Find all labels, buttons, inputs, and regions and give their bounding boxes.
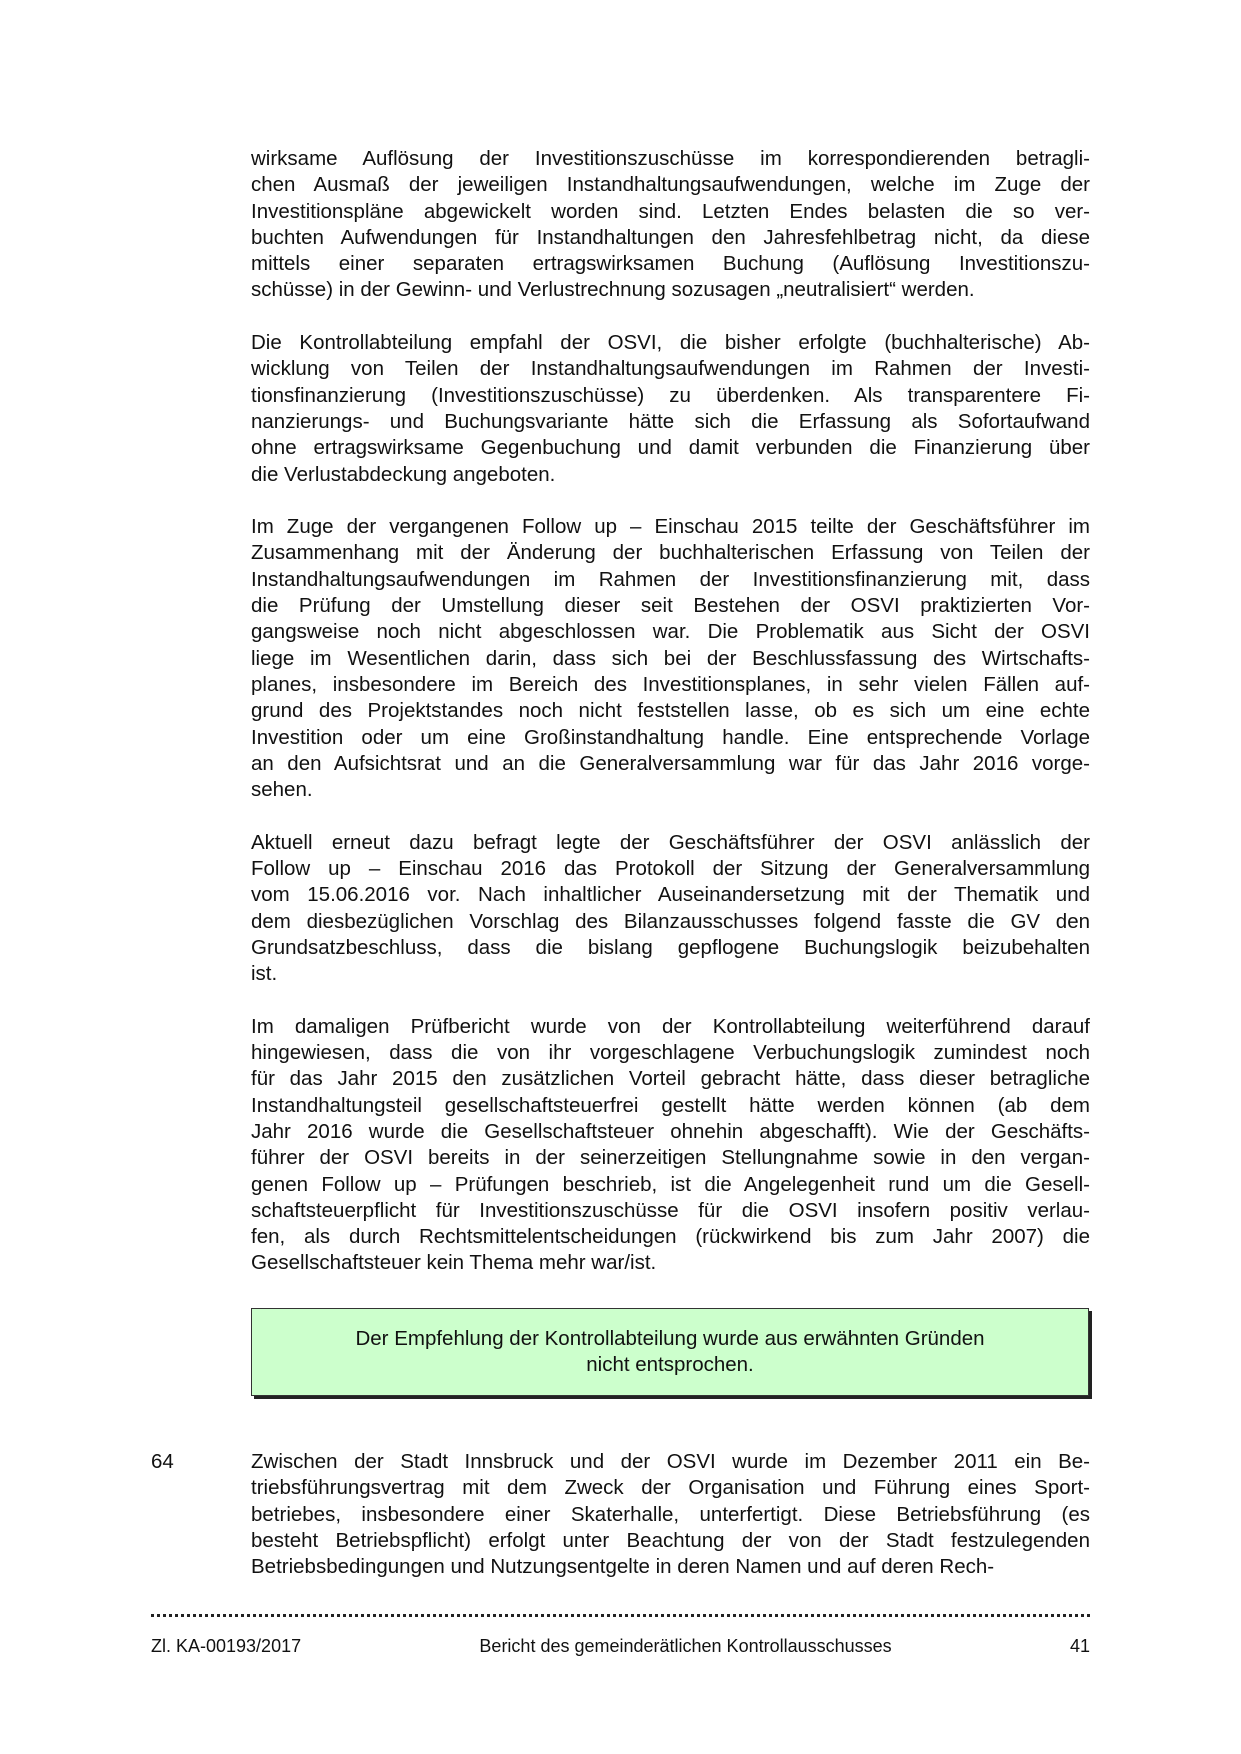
text-line: hingewiesen, dass die von ihr vorgeschlagene Verbuchungslogik zumindest noch: [251, 1041, 1090, 1065]
paragraph-number: 64: [151, 1450, 174, 1473]
report-title: Bericht des gemeinderätlichen Kontrollausschusses: [479, 1636, 892, 1656]
text-line: betriebes, insbesondere einer Skaterhalle, unterfertigt. Diese Betriebsführung (es: [251, 1502, 1090, 1526]
text-line: Grundsatzbeschluss, dass die bislang gepflogene Buchungslogik beizubehalten: [251, 935, 1090, 959]
text-line: Betriebsbedingungen und Nutzungsentgelte in deren Namen und auf deren Rech-: [251, 1555, 995, 1579]
text-line: mittels einer separaten ertragswirksamen Buchung (Auflösung Investitionszu-: [251, 252, 1090, 276]
text-line: nanzierungs- und Buchungsvariante hätte sich die Erfassung als Sofortaufwand: [251, 409, 1090, 433]
page-footer: [151, 1636, 1090, 1657]
paragraph: [251, 1014, 1090, 1277]
text-line: Zwischen der Stadt Innsbruck und der OSVI wurde im Dezember 2011 ein Be-: [251, 1450, 1090, 1473]
text-line: wirksame Auflösung der Investitionszuschüsse im korrespondierenden betragli-: [251, 147, 1090, 170]
text-line: die Prüfung der Umstellung dieser seit Bestehen der OSVI praktizierten Vor-: [251, 594, 1090, 618]
text-line: besteht Betriebspflicht) erfolgt unter Beachtung der von der Stadt festzulegenden: [251, 1528, 1090, 1552]
text-line: Investition oder um eine Großinstandhaltung handle. Eine entsprechende Vorlage: [251, 725, 1090, 749]
text-line: tionsfinanzierung (Investitionszuschüsse) zu überdenken. Als transparentere Fi-: [251, 383, 1090, 407]
text-line: Gesellschaftsteuer kein Thema mehr war/ist.: [251, 1251, 657, 1275]
text-line: Instandhaltungsteil gesellschaftsteuerfrei gestellt hätte werden können (ab dem: [251, 1093, 1090, 1117]
text-line: an den Aufsichtsrat und an die Generalversammlung war für das Jahr 2016 vorge-: [251, 751, 1090, 775]
text-line: Zusammenhang mit der Änderung der buchhalterischen Erfassung von Teilen der: [251, 541, 1090, 565]
footer-divider: [151, 1614, 1090, 1617]
text-line: genen Follow up – Prüfungen beschrieb, ist die Angelegenheit rund um die Gesell-: [251, 1172, 1090, 1196]
page-number: 41: [1069, 1636, 1090, 1656]
paragraph: [251, 330, 1090, 488]
paragraph: [251, 514, 1090, 803]
text-line: Die Kontrollabteilung empfahl der OSVI, die bisher erfolgte (buchhalterische) Ab-: [251, 331, 1090, 355]
text-line: buchten Aufwendungen für Instandhaltungen den Jahresfehlbetrag nicht, da diese: [251, 225, 1090, 249]
text-line: Aktuell erneut dazu befragt legte der Geschäftsführer der OSVI anlässlich der: [251, 830, 1090, 854]
text-line: wicklung von Teilen der Instandhaltungsaufwendungen im Rahmen der Investi-: [251, 357, 1090, 381]
text-line: Instandhaltungsaufwendungen im Rahmen der Investitionsfinanzierung mit, dass: [251, 567, 1090, 591]
text-line: die Verlustabdeckung angeboten.: [251, 462, 556, 486]
document-reference: Zl. KA-00193/2017: [151, 1636, 302, 1656]
text-line: Im damaligen Prüfbericht wurde von der Kontrollabteilung weiterführend darauf: [251, 1014, 1090, 1038]
text-line: grund des Projektstandes noch nicht feststellen lasse, ob es sich um eine echte: [251, 699, 1090, 723]
callout-line: Der Empfehlung der Kontrollabteilung wurde aus erwähnten Gründen: [355, 1326, 985, 1350]
text-line: schaftsteuerpflicht für Investitionszuschüsse für die OSVI insofern positiv verlau-: [251, 1198, 1090, 1222]
text-line: ohne ertragswirksame Gegenbuchung und damit verbunden die Finanzierung über: [251, 436, 1090, 460]
paragraph: [251, 146, 1090, 304]
text-line: ist.: [251, 962, 278, 986]
callout-line: nicht entsprochen.: [586, 1353, 754, 1376]
text-line: dem diesbezüglichen Vorschlag des Bilanzausschusses folgend fasste die GV den: [251, 909, 1090, 933]
text-line: schüsse) in der Gewinn- und Verlustrechnung sozusagen „neutralisiert“ werden.: [251, 278, 975, 302]
text-line: liege im Wesentlichen darin, dass sich bei der Beschlussfassung des Wirtschafts-: [251, 646, 1090, 670]
text-line: fen, als durch Rechtsmittelentscheidungen (rückwirkend bis zum Jahr 2007) die: [251, 1225, 1090, 1249]
text-line: für das Jahr 2015 den zusätzlichen Vorteil gebracht hätte, dass dieser betragliche: [251, 1067, 1090, 1091]
text-line: sehen.: [251, 778, 313, 802]
text-line: planes, insbesondere im Bereich des Investitionsplanes, in sehr vielen Fällen auf-: [251, 672, 1090, 696]
text-line: gangsweise noch nicht abgeschlossen war. Die Problematik aus Sicht der OSVI: [251, 620, 1090, 644]
text-line: triebsführungsvertrag mit dem Zweck der Organisation und Führung eines Sport-: [251, 1476, 1090, 1500]
section-paragraph: [251, 1449, 1090, 1580]
text-line: führer der OSVI bereits in der seinerzeitigen Stellungnahme sowie in den vergan-: [251, 1146, 1090, 1170]
recommendation-callout: [251, 1308, 1089, 1396]
text-line: Im Zuge der vergangenen Follow up – Einschau 2015 teilte der Geschäftsführer im: [251, 515, 1090, 539]
text-line: Investitionspläne abgewickelt worden sind. Letzten Endes belasten die so ver-: [251, 199, 1090, 223]
text-line: chen Ausmaß der jeweiligen Instandhaltungsaufwendungen, welche im Zuge der: [251, 173, 1090, 197]
text-line: Jahr 2016 wurde die Gesellschaftsteuer ohnehin abgeschafft). Wie der Geschäfts-: [251, 1119, 1090, 1143]
text-line: Follow up – Einschau 2016 das Protokoll der Sitzung der Generalversammlung: [251, 857, 1090, 881]
text-line: vom 15.06.2016 vor. Nach inhaltlicher Auseinandersetzung mit der Thematik und: [251, 883, 1090, 907]
body-text: [251, 146, 1090, 1303]
paragraph: [251, 830, 1090, 988]
